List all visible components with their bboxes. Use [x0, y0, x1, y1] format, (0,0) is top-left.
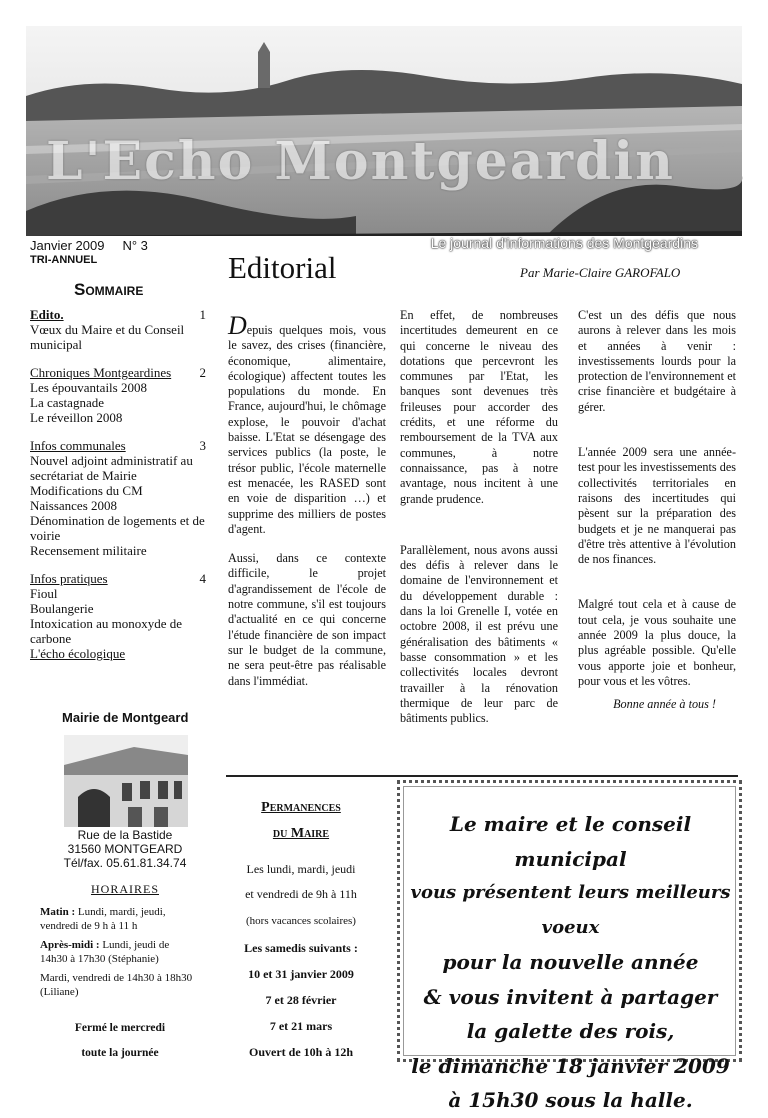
permanences-subtitle: du Maire — [272, 826, 330, 841]
invitation-line: le dimanche 18 janvier 2009 — [411, 1053, 730, 1078]
invitation-line: vous présentent leurs meilleurs voeux — [410, 882, 731, 938]
toc-item: Naissances 2008 — [30, 498, 118, 513]
toc-section-head: Infos communales — [30, 438, 126, 453]
drop-cap: D — [228, 311, 247, 340]
opening-time: Ouvert de 10h à 12h — [248, 1045, 353, 1059]
paragraph: epuis quelques mois, vous le savez, des crises (financière, économique, alimentaire, écologique) affectent toutes les populations du monde. En France, aujourd'hui, le chômage explose, le pouvoir d'achat baisse. L'Etat se désengage des services publics (la poste, le trésor public, l'école maternelle est menacée, les RASED sont en voie de disparition …) et supprime des milliers de postes d'agent. — [228, 323, 386, 536]
mairie-phone: Tél/fax. 05.61.81.34.74 — [63, 856, 187, 870]
editorial-column-3 — [578, 308, 736, 727]
table-of-contents — [30, 307, 210, 674]
masthead-title: L'Echo Montgeardin — [46, 131, 675, 192]
toc-section-infos-pratiques[interactable] — [30, 571, 210, 661]
invitation-text — [408, 807, 733, 1118]
permanences-box — [226, 795, 376, 1065]
toc-section-head: Infos pratiques — [30, 571, 108, 586]
mairie-city: 31560 MONTGEARD — [67, 842, 183, 856]
toc-section-head: Edito. — [30, 307, 64, 322]
editorial-column-2 — [400, 308, 558, 740]
samedi-date-2: 7 et 28 février — [265, 993, 337, 1007]
toc-section-infos-communales[interactable] — [30, 438, 210, 558]
closed-notice — [30, 1016, 210, 1066]
mairie-street: Rue de la Bastide — [77, 828, 173, 842]
toc-page-number: 4 — [199, 571, 206, 586]
invitation-line: la galette des rois, — [466, 1019, 675, 1043]
toc-item: Dénomination de logements et de voirie — [30, 513, 205, 543]
section-divider — [226, 775, 738, 777]
editorial-author: Par Marie-Claire GAROFALO — [520, 265, 681, 280]
toc-item: Le réveillon 2008 — [30, 410, 123, 425]
samedi-date-1: 10 et 31 janvier 2009 — [248, 967, 354, 981]
permanence-days-1: Les lundi, mardi, jeudi — [246, 862, 356, 876]
issue-date: Janvier 2009 — [30, 238, 105, 253]
town-hall-illustration — [64, 735, 188, 827]
invitation-line: & vous invitent à partager — [423, 984, 718, 1009]
toc-page-number: 1 — [199, 307, 206, 322]
toc-item: Recensement militaire — [30, 543, 147, 558]
toc-item: Intoxication au monoxyde de carbone — [30, 616, 182, 646]
permanence-note: (hors vacances scolaires) — [246, 915, 356, 927]
issue-info — [30, 238, 166, 253]
invitation-line: Le maire et le conseil municipal — [449, 812, 692, 871]
issue-frequency: TRI-ANNUEL — [30, 254, 98, 266]
editorial-title: Editorial — [228, 250, 337, 285]
toc-item: Modifications du CM — [30, 483, 143, 498]
closed-line-2: toute la journée — [81, 1047, 159, 1059]
mairie-address — [30, 828, 220, 870]
samedis-heading: Les samedis suivants : — [244, 941, 358, 955]
paragraph: Aussi, dans ce contexte difficile, le projet d'agrandissement de l'école de notre commune, s'il est toujours d'actualité en ce qui concerne l'étude financière de son impact sur le budget de la commune, ne sera peut-être pas réalisable dans l'immédiat. — [228, 551, 386, 688]
invitation-line: à 15h30 sous la halle. — [448, 1088, 693, 1112]
permanence-days-2: et vendredi de 9h à 11h — [245, 887, 357, 901]
paragraph: C'est un des défis que nous aurons à relever dans les mois et années à venir : investissements lourds pour la protection de l'environnement et crise financière et budgétaire à gérer. — [578, 308, 736, 414]
toc-section-edito[interactable] — [30, 307, 210, 352]
editorial-column-1 — [228, 311, 386, 703]
opening-hours — [40, 905, 198, 1004]
toc-item: Vœux du Maire et du Conseil municipal — [30, 322, 185, 352]
issue-number: N° 3 — [122, 238, 148, 253]
horaires-heading: HORAIRES — [90, 882, 159, 896]
paragraph: L'année 2009 sera une année-test pour les investissements des collectivités territoriales en raisons des incertitudes qui pèsent sur la préparation des budgets et je ne manquerai pas d'être très attentive à l'évolution de nos finances. — [578, 445, 736, 567]
mardi-hours: Mardi, vendredi de 14h30 à 18h30 (Liliane) — [40, 972, 193, 998]
matin-label: Matin : — [40, 906, 76, 918]
samedi-date-3: 7 et 21 mars — [269, 1019, 333, 1033]
paragraph: En effet, de nombreuses incertitudes demeurent en ce qui concerne le niveau des dotations que percevront les communes par l'Etat, les banques sont devenues très frileuses pour accorder des crédits, et une réforme du remboursement de la TVA aux communes, à notre connaissance, pas à notre avantage, nous incitent à une grande prudence. — [400, 308, 558, 506]
mairie-title: Mairie de Montgeard — [62, 710, 189, 725]
invitation-box — [397, 780, 742, 1112]
toc-item: Boulangerie — [30, 601, 94, 616]
town-hall-photo — [64, 735, 188, 827]
matin-hours: Lundi, mardi, jeudi, vendredi de 9 h à 11 h — [40, 906, 166, 932]
toc-item: La castagnade — [30, 395, 104, 410]
toc-item: Les épouvantails 2008 — [30, 380, 147, 395]
permanences-title: Permanences — [261, 800, 341, 815]
paragraph: Malgré tout cela et à cause de tout cela, je vous souhaite une année 2009 la plus douce, la plus agréable possible. Qu'elle vous apporte joie et bonheur, pour vous et les vôtres. — [578, 597, 736, 688]
masthead-subtitle: Le journal d'informations des Montgeardins — [430, 235, 698, 251]
paragraph: Parallèlement, nous avons aussi des défis à relever dans le domaine de l'environnement et du développement durable : dans la loi Grenelle I, votée en octobre 2008, il est prévu une généralisation des bâtiments « basse consommation » et les collectivités locales devront travailler à la rénovation thermique de leur parc de bâtiments publics. — [400, 542, 558, 726]
toc-item: Nouvel adjoint administratif au secrétariat de Mairie — [30, 453, 193, 483]
toc-item-echo-ecologique: L'écho écologique — [30, 646, 126, 661]
closed-line-1: Fermé le mercredi — [74, 1022, 166, 1034]
invitation-line: pour la nouvelle année — [442, 950, 699, 974]
toc-page-number: 3 — [199, 438, 206, 453]
toc-section-chroniques[interactable] — [30, 365, 210, 425]
toc-item: Fioul — [30, 586, 58, 601]
toc-section-head: Chroniques Montgeardines — [30, 365, 172, 380]
toc-page-number: 2 — [199, 365, 206, 380]
apres-midi-hours: Lundi, jeudi de 14h30 à 17h30 (Stéphanie) — [40, 939, 170, 965]
closing-wish: Bonne année à tous ! — [613, 697, 716, 712]
sommaire-title: Sommaire — [74, 280, 144, 299]
apres-midi-label: Après-midi : — [40, 939, 100, 951]
